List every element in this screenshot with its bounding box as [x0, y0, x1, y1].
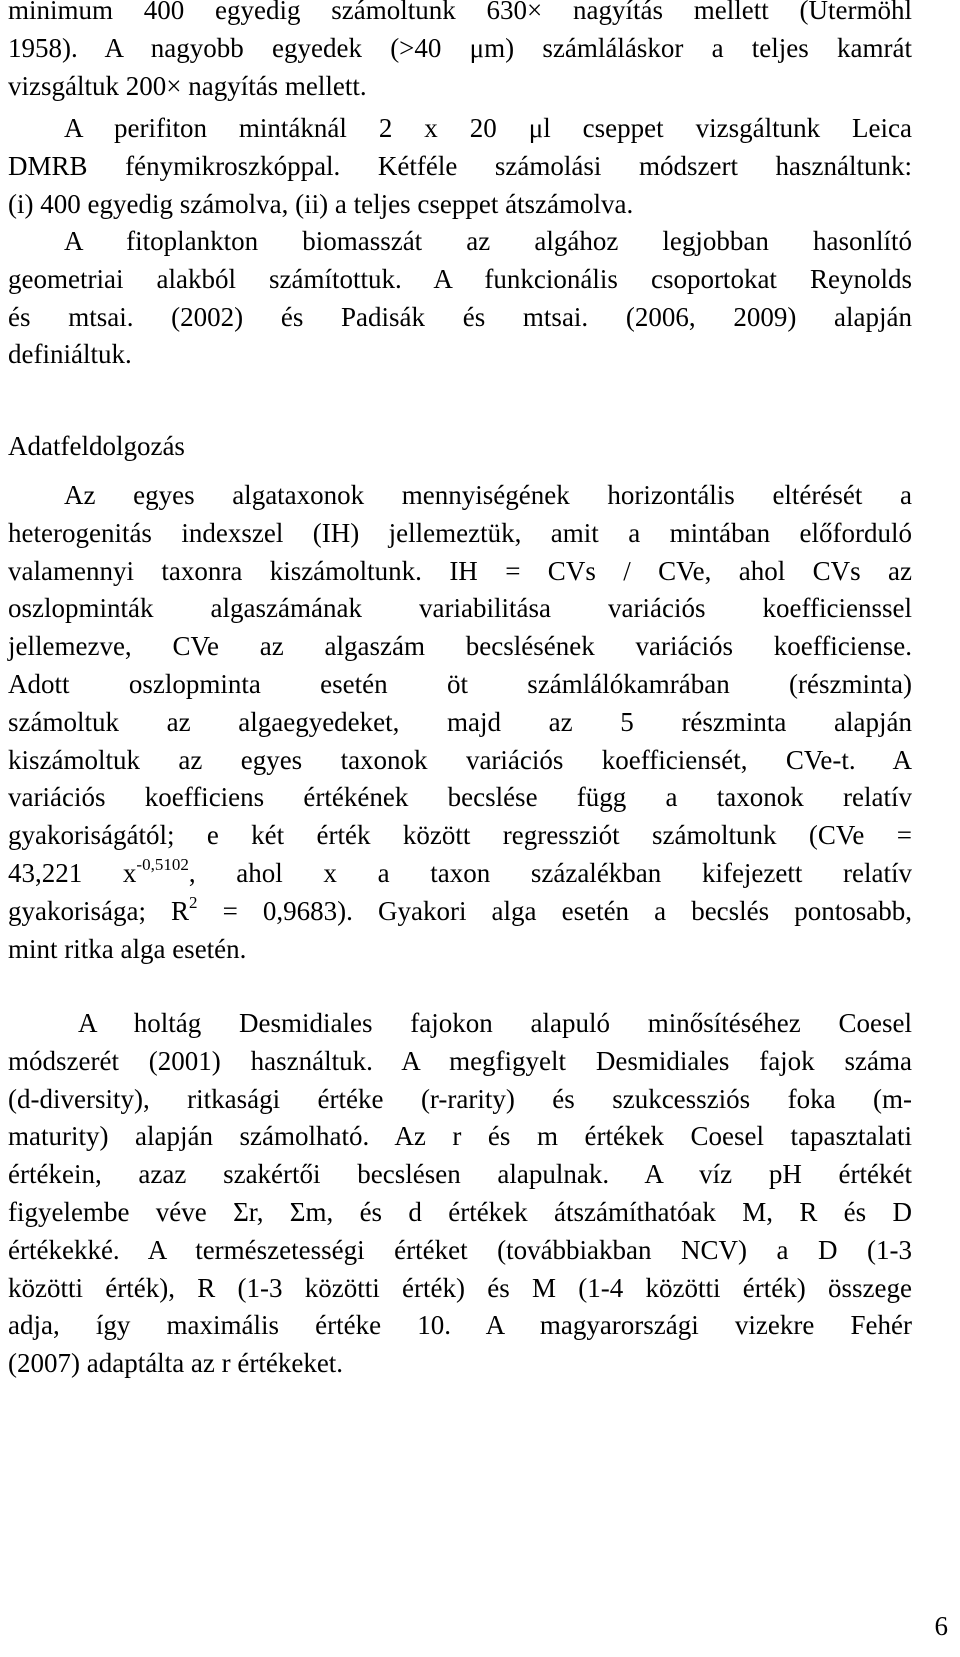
text-line: variációs koefficiens értékének becslése függ a taxonok relatív: [8, 782, 912, 813]
text-line: értékein, azaz szakértői becslésen alapulnak. A víz pH értékét: [8, 1159, 912, 1190]
text-line: számoltuk az algaegyedeket, majd az 5 részminta alapján: [8, 706, 912, 737]
text-line: heterogenitás indexszel (IH) jellemeztük, amit a mintában előforduló: [8, 517, 912, 548]
text-line: geometriai alakból számítottuk. A funkcionális csoportokat Reynolds: [8, 263, 912, 294]
paragraph-periphyton: [8, 110, 912, 223]
text-line: valamennyi taxonra kiszámoltunk. IH = CVs / CVe, ahol CVs az: [8, 555, 912, 586]
text-line: jellemezve, CVe az algaszám becslésének variációs koefficiense.: [8, 631, 912, 662]
text-line: vizsgáltuk 200× nagyítás mellett.: [8, 70, 367, 101]
text-line: (2007) adaptálta az r értékeket.: [8, 1348, 344, 1379]
text-line: A holtág Desmidiales fajokon alapuló minősítéséhez Coesel: [78, 1008, 912, 1038]
formula-continuation: , ahol x a taxon százalékban kifejezett relatív: [188, 857, 913, 888]
formula-base: 43,221 x: [8, 857, 137, 888]
text-line: és mtsai. (2002) és Padisák és mtsai. (2006, 2009) alapján: [8, 301, 912, 332]
text-line: módszerét (2001) használtuk. A megfigyelt Desmidiales fajok száma: [8, 1045, 912, 1076]
paragraph-desmidiales: [8, 1005, 912, 1383]
formula-exponent: -0,5102: [136, 854, 189, 874]
text-line: mint ritka alga esetén.: [8, 933, 247, 964]
text-line: definiáltuk.: [8, 339, 132, 370]
text-line: Adott oszlopminta esetén öt számlálókamrában (részminta): [8, 668, 912, 699]
text-line: (i) 400 egyedig számolva, (ii) a teljes cseppet átszámolva.: [8, 188, 634, 219]
text-line: adja, így maximális értéke 10. A magyarországi vizekre Fehér: [8, 1310, 912, 1341]
text-line: A perifiton mintáknál 2 x 20 μl cseppet vizsgáltunk Leica: [64, 113, 912, 143]
text-line: kiszámoltuk az egyes taxonok variációs koefficiensét, CVe-t. A: [8, 744, 912, 775]
r-squared-exponent: 2: [189, 892, 198, 912]
text-line: értékekké. A természetességi értéket (továbbiakban NCV) a D (1-3: [8, 1234, 912, 1265]
text-line: (d-diversity), ritkasági értéke (r-rarity) és szukcessziós foka (m-: [8, 1083, 912, 1114]
text-line: 1958). A nagyobb egyedek (>40 μm) számláláskor a teljes kamrát: [8, 32, 912, 63]
paragraph-heterogeneity-index: [8, 477, 912, 968]
paragraph-biomass: [8, 223, 912, 374]
text-line: oszlopminták algaszámának variabilitása variációs koefficienssel: [8, 593, 912, 624]
r-squared-continuation: = 0,9683). Gyakori alga esetén a becslés pontosabb,: [197, 895, 912, 926]
text-line: maturity) alapján számolható. Az r és m értékek Coesel tapasztalati: [8, 1121, 912, 1152]
text-line: Az egyes algataxonok mennyiségének horizontális eltérését a: [64, 480, 912, 510]
text-line: minimum 400 egyedig számoltunk 630× nagyítás mellett (Utermöhl: [8, 0, 912, 25]
text-line: DMRB fénymikroszkóppal. Kétféle számolási módszert használtunk:: [8, 150, 912, 181]
text-line: közötti érték), R (1-3 közötti érték) és M (1-4 közötti érték) összege: [8, 1272, 912, 1303]
text-line: gyakoriságától; e két érték között regressziót számoltunk (CVe =: [8, 820, 912, 851]
paragraph-counting-method: [8, 0, 912, 105]
section-heading: Adatfeldolgozás: [8, 431, 185, 461]
text-line-regression-formula: [8, 855, 912, 893]
text-line-r-squared: [8, 893, 912, 931]
page-number: 6: [934, 1611, 948, 1641]
text-line: A fitoplankton biomasszát az algához legjobban hasonlító: [64, 226, 912, 256]
text-line: figyelembe véve Σr, Σm, és d értékek átszámíthatóak M, R és D: [8, 1196, 912, 1227]
r-squared-label: gyakorisága; R: [8, 895, 190, 926]
